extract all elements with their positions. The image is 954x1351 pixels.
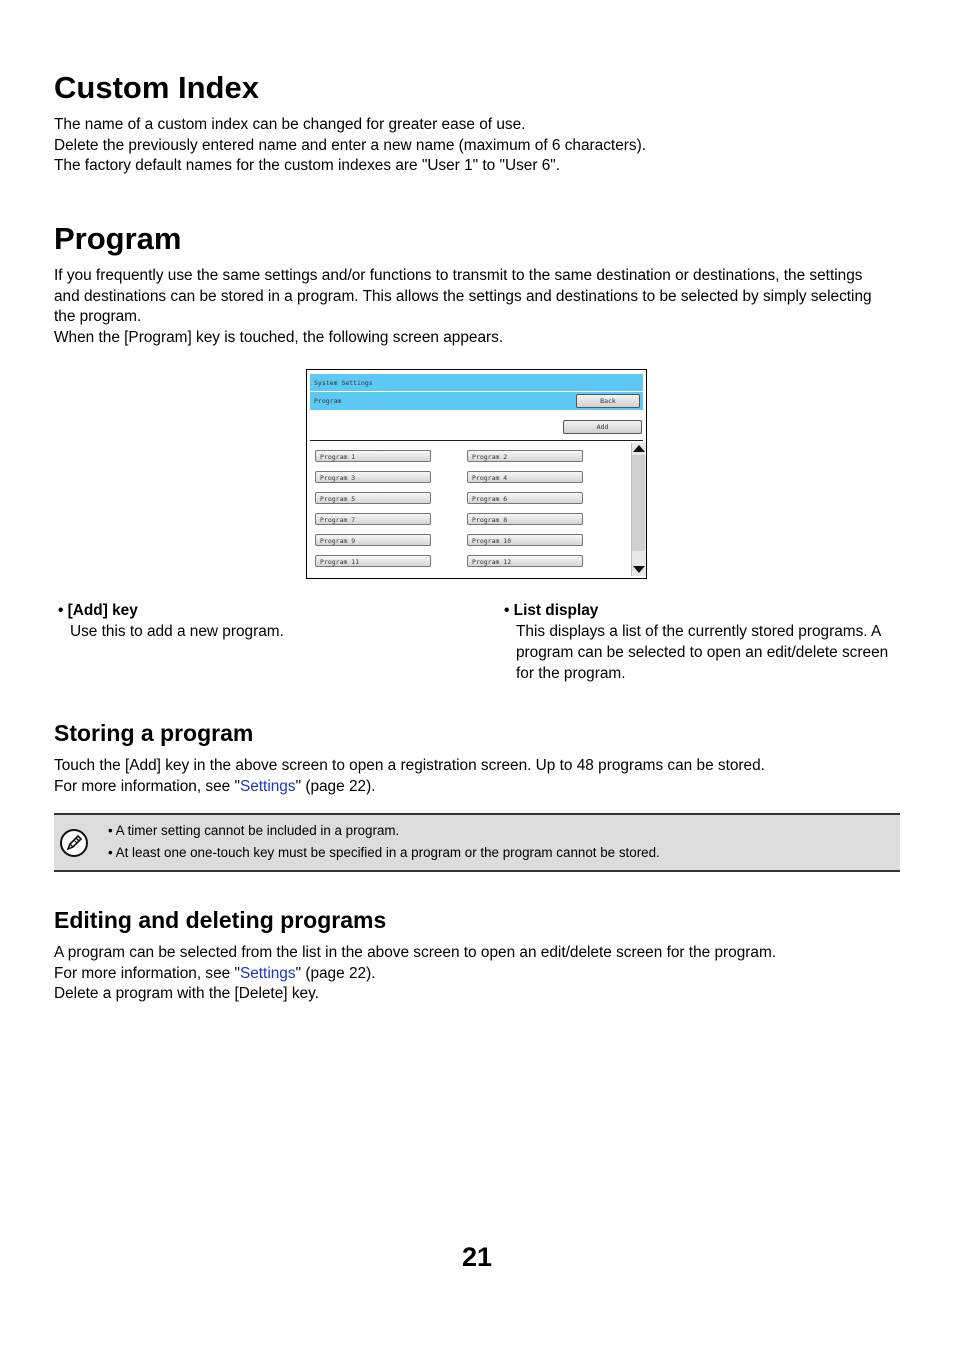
list-display-body (516, 621, 888, 684)
program-key[interactable]: Program 8 (467, 513, 583, 525)
program-heading: Program (54, 221, 182, 256)
back-button[interactable]: Back (576, 394, 640, 408)
add-key-description (58, 600, 284, 642)
text-line: and destinations can be stored in a program. This allows the settings and destinations to be selected by simply selecting (54, 287, 872, 305)
text-line: for the program. (516, 665, 626, 682)
settings-link[interactable]: Settings (239, 777, 296, 795)
text-line (54, 777, 765, 798)
program-key[interactable]: Program 6 (467, 492, 583, 504)
text-line: This displays a list of the currently stored programs. A (516, 623, 882, 640)
pencil-note-icon (60, 829, 88, 857)
program-bar (310, 392, 643, 410)
scroll-down-arrow-icon[interactable] (633, 566, 645, 573)
program-key[interactable]: Program 1 (315, 450, 431, 462)
page-number: 21 (461, 1242, 493, 1272)
text-line: Touch the [Add] key in the above screen to open a registration screen. Up to 48 programs can be stored. (54, 757, 765, 774)
editing-heading: Editing and deleting programs (54, 907, 387, 933)
text-fragment: " (page 22). (295, 964, 376, 982)
add-key-title: • [Add] key (58, 602, 138, 619)
program-key[interactable]: Program 10 (467, 534, 583, 546)
editing-text (54, 943, 776, 1005)
program-key[interactable]: Program 3 (315, 471, 431, 483)
program-key[interactable]: Program 12 (467, 555, 583, 567)
program-bar-label: Program (314, 397, 342, 405)
program-key[interactable]: Program 11 (315, 555, 431, 567)
text-line: program can be selected to open an edit/delete screen (516, 644, 889, 661)
note-box (54, 813, 900, 872)
text-line: The factory default names for the custom indexes are "User 1" to "User 6". (54, 157, 561, 175)
note-item: • A timer setting cannot be included in a program. (108, 823, 400, 838)
text-line (54, 964, 776, 985)
text-line: Delete the previously entered name and enter a new name (maximum of 6 characters). (54, 136, 646, 154)
text-line: If you frequently use the same settings and/or functions to transmit to the same destination or destinations, the settings (54, 267, 863, 284)
text-fragment: " (page 22). (295, 777, 376, 795)
scroll-up-arrow-icon[interactable] (633, 445, 645, 452)
text-fragment: For more information, see " (54, 964, 240, 982)
program-text (54, 266, 872, 348)
scrollbar[interactable] (631, 443, 646, 576)
text-line: A program can be selected from the list in the above screen to open an edit/delete screen for the program. (54, 944, 777, 961)
storing-heading: Storing a program (54, 720, 254, 746)
list-display-title: • List display (504, 602, 599, 619)
program-key[interactable]: Program 2 (467, 450, 583, 462)
list-display-description (504, 600, 888, 684)
text-line: the program. (54, 308, 142, 326)
text-line: When the [Program] key is touched, the following screen appears. (54, 328, 504, 346)
text-line: Delete a program with the [Delete] key. (54, 985, 319, 1003)
program-key[interactable]: Program 7 (315, 513, 431, 525)
program-key[interactable]: Program 4 (467, 471, 583, 483)
scroll-track[interactable] (632, 455, 645, 551)
system-settings-label: System Settings (314, 379, 373, 387)
settings-link[interactable]: Settings (239, 964, 296, 982)
system-settings-bar (310, 374, 643, 391)
divider (310, 440, 643, 441)
text-line: The name of a custom index can be changed for greater ease of use. (54, 116, 526, 133)
program-key[interactable]: Program 9 (315, 534, 431, 546)
custom-index-text (54, 115, 646, 177)
program-key[interactable]: Program 5 (315, 492, 431, 504)
custom-index-heading: Custom Index (54, 70, 259, 105)
add-button[interactable]: Add (563, 420, 642, 434)
add-key-body: Use this to add a new program. (70, 623, 284, 640)
text-fragment: For more information, see " (54, 777, 240, 795)
storing-text (54, 756, 765, 797)
program-screen (306, 369, 647, 579)
note-item: • At least one one-touch key must be specified in a program or the program cannot be stored. (108, 845, 660, 860)
